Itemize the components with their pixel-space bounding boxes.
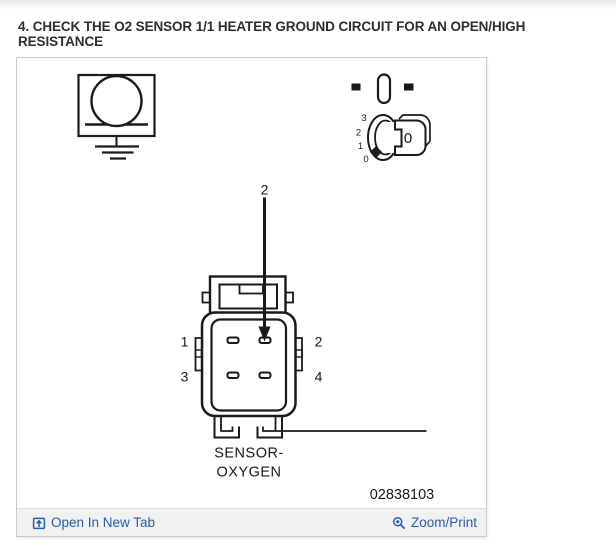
ignition-position-1: 1 [357,141,364,152]
ignition-key-off-icon [356,113,430,165]
open-in-new-tab-icon [32,516,46,530]
pin-label-2: 2 [314,333,323,350]
top-gradient-strip [0,0,616,10]
pin-label-4: 4 [314,368,323,385]
ohmmeter-ground-icon [79,75,155,159]
ignition-position-3: 3 [361,113,367,124]
connector-caption-line2: OXYGEN [216,464,282,481]
zoom-print-label: Zoom/Print [410,515,477,530]
ignition-key-digit: 0 [403,130,413,147]
pin-pointer-label: 2 [260,181,269,198]
connector-hook-left [215,416,240,438]
connector-body [196,313,427,438]
pin-label-1: 1 [180,333,189,350]
open-in-new-tab-label: Open In New Tab [51,515,156,530]
figure-number: 02838103 [369,487,435,503]
pin-label-3: 3 [180,368,189,385]
ignition-position-0: 0 [363,154,369,165]
page-title: 4. CHECK THE O2 SENSOR 1/1 HEATER GROUND CIRCUIT FOR AN OPEN/HIGH RESISTANCE [18,19,526,49]
diagram-panel [16,57,487,537]
magnifier-plus-icon [392,516,406,530]
ignition-position-2: 2 [355,127,362,139]
diagram-action-bar [17,508,486,536]
wiring-diagram [17,58,486,509]
connector-hook-right [258,416,283,438]
fuse-removed-icon [352,75,414,104]
open-in-new-tab-link[interactable] [32,515,155,530]
connector-latch [203,277,294,315]
zoom-print-link[interactable] [392,515,477,530]
connector-caption-line1: SENSOR- [214,445,284,462]
